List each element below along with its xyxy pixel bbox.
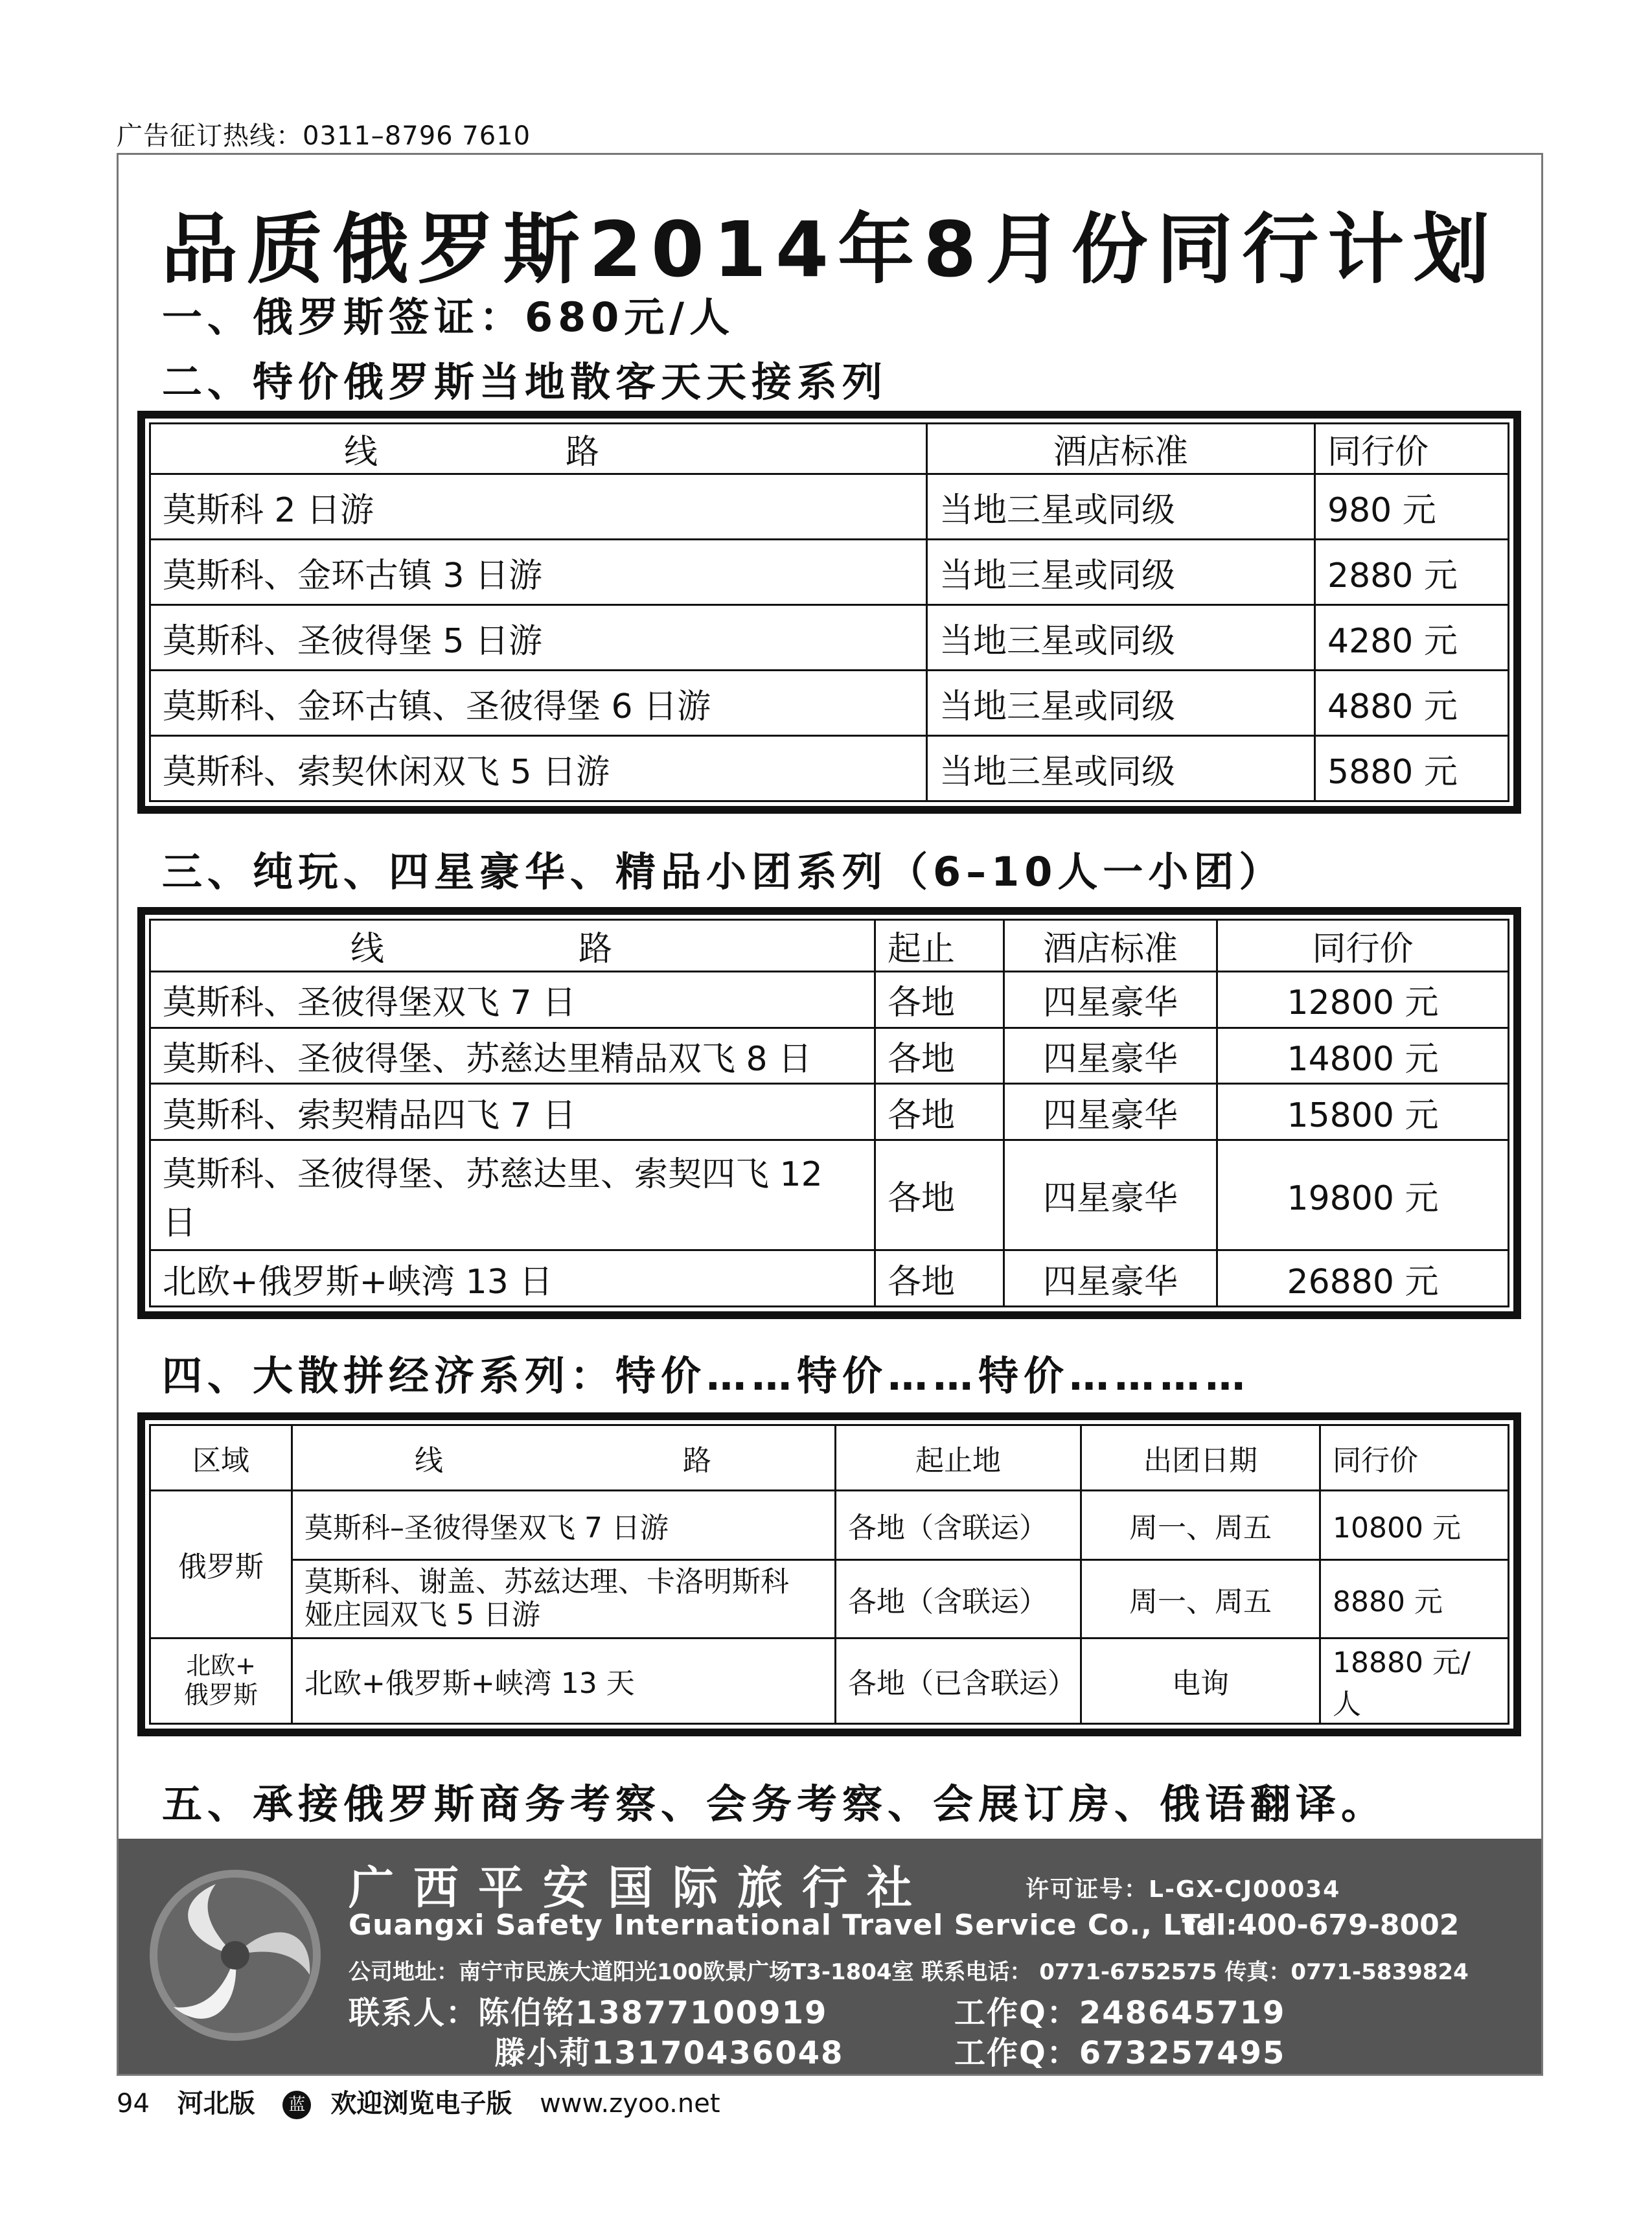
- section-economy: 四、大散拼经济系列：特价……特价……特价…………: [162, 1352, 1251, 1399]
- blue-badge-icon: 蓝: [282, 2091, 311, 2119]
- header-route: 线 路: [150, 424, 927, 474]
- section-visa: 一、俄罗斯签证：680元/人: [162, 293, 735, 341]
- agency-banner: [119, 1839, 1541, 2074]
- header-price: 同行价: [1315, 424, 1509, 474]
- table-row: 莫斯科、圣彼得堡、苏慈达里、索契四飞 12 日 各地 四星豪华 19800 元: [150, 1140, 1509, 1250]
- contact-1: 联系人：陈伯铭13877100919: [349, 1995, 828, 2031]
- header-route: 线 路: [292, 1425, 836, 1491]
- header-price: 同行价: [1320, 1425, 1509, 1491]
- header-origin: 起止地: [836, 1425, 1081, 1491]
- table-economy: [137, 1412, 1521, 1736]
- table-row: 莫斯科 2 日游 当地三星或同级 980 元: [150, 474, 1509, 540]
- header-route: 线 路: [150, 920, 875, 972]
- edition-label: 河北版: [177, 2089, 255, 2119]
- license-number: 许可证号：L-GX-CJ00034: [1026, 1876, 1341, 1903]
- header-region: 区域: [150, 1425, 292, 1491]
- contact-2: 滕小莉13170436048: [494, 2035, 844, 2071]
- page-title: 品质俄罗斯2014年8月份同行计划: [161, 205, 1499, 294]
- header-origin: 起止: [875, 920, 1004, 972]
- promo-text: 欢迎浏览电子版: [330, 2089, 512, 2119]
- region-cell: 北欧+ 俄罗斯: [150, 1638, 292, 1723]
- table-row: 莫斯科、索契休闲双飞 5 日游 当地三星或同级 5880 元: [150, 736, 1509, 801]
- page-footer: [117, 2083, 740, 2120]
- region-cell: 俄罗斯: [150, 1490, 292, 1638]
- table-premium-group: [137, 907, 1521, 1319]
- section-business: 五、承接俄罗斯商务考察、会务考察、会展订房、俄语翻译。: [162, 1780, 1387, 1828]
- header-hotel: 酒店标准: [1004, 920, 1217, 972]
- header-hotel: 酒店标准: [927, 424, 1315, 474]
- table-row: 莫斯科、金环古镇、圣彼得堡 6 日游 当地三星或同级 4880 元: [150, 671, 1509, 736]
- table-row: 莫斯科、金环古镇 3 日游 当地三星或同级 2880 元: [150, 540, 1509, 605]
- table-special-local: [137, 411, 1521, 814]
- table-row: 俄罗斯 莫斯科–圣彼得堡双飞 7 日游 各地（含联运） 周一、周五 10800 元: [150, 1490, 1509, 1559]
- table-row: 莫斯科、圣彼得堡 5 日游 当地三星或同级 4280 元: [150, 605, 1509, 671]
- agency-name-en: Guangxi Safety International Travel Service Co., Ltd: [349, 1909, 1217, 1942]
- agency-tel: Tel:400-679-8002: [1181, 1909, 1460, 1942]
- qq-1: 工作Q：248645719: [954, 1995, 1286, 2031]
- table-row: 莫斯科、圣彼得堡、苏慈达里精品双飞 8 日 各地 四星豪华 14800 元: [150, 1028, 1509, 1084]
- agency-logo-icon: [144, 1865, 326, 2046]
- table-row: 北欧+俄罗斯+峡湾 13 日 各地 四星豪华 26880 元: [150, 1250, 1509, 1307]
- section-special-local: 二、特价俄罗斯当地散客天天接系列: [162, 358, 888, 406]
- page-number: 94: [117, 2089, 150, 2119]
- header-date: 出团日期: [1081, 1425, 1320, 1491]
- header-price: 同行价: [1217, 920, 1509, 972]
- agency-name: 广西平安国际旅行社: [349, 1861, 932, 1914]
- table-row: 莫斯科、圣彼得堡双飞 7 日 各地 四星豪华 12800 元: [150, 972, 1509, 1028]
- table-row: 莫斯科、索契精品四飞 7 日 各地 四星豪华 15800 元: [150, 1084, 1509, 1140]
- qq-2: 工作Q：673257495: [954, 2035, 1286, 2071]
- site-url[interactable]: www.zyoo.net: [540, 2089, 720, 2119]
- table-row: 北欧+ 俄罗斯 北欧+俄罗斯+峡湾 13 天 各地（已含联运） 电询 18880 元/人: [150, 1638, 1509, 1723]
- agency-address: 公司地址：南宁市民族大道阳光100欧景广场T3-1804室 联系电话： 0771-6752575 传真：0771-5839824: [349, 1959, 1469, 1985]
- section-premium-group: 三、纯玩、四星豪华、精品小团系列（6–10人一小团）: [162, 848, 1285, 895]
- table-row: 莫斯科、谢盖、苏兹达理、卡洛明斯科 娅庄园双飞 5 日游 各地（含联运） 周一、周五 8880 元: [150, 1559, 1509, 1638]
- ad-hotline: 广告征订热线：0311–8796 7610: [117, 121, 531, 151]
